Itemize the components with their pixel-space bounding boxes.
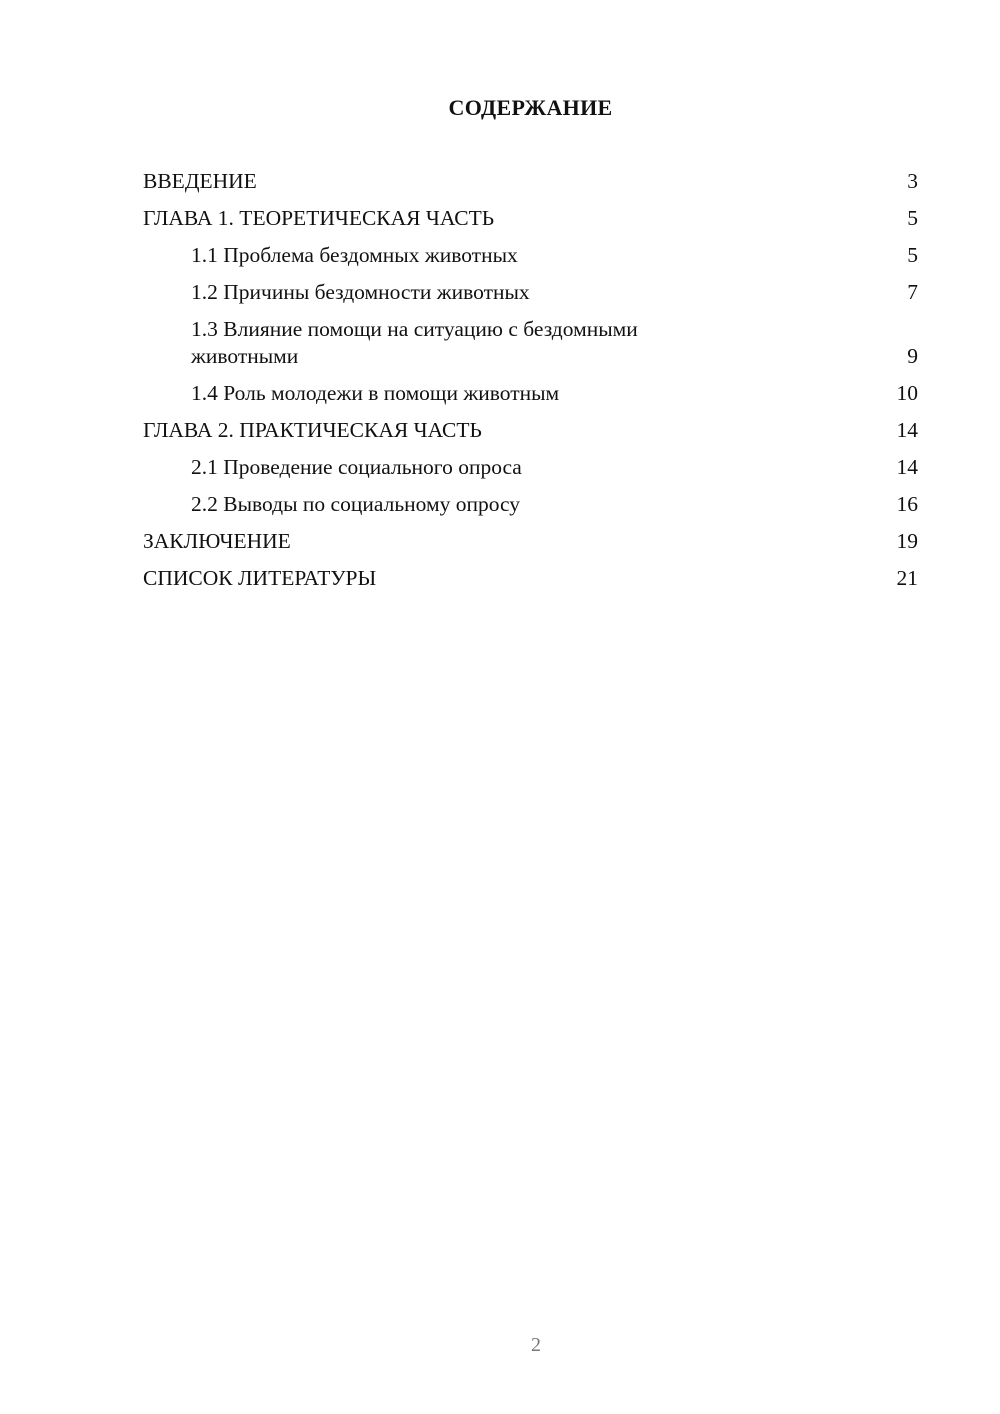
toc-entry-label xyxy=(143,316,878,370)
toc-entry-section-2-2[interactable] xyxy=(143,491,918,518)
toc-entry-label-line-2: животными xyxy=(191,344,299,368)
toc-entry-page: 14 xyxy=(896,418,918,442)
toc-entry-page: 21 xyxy=(896,566,918,590)
toc-entry-section-1-4[interactable] xyxy=(143,380,918,407)
toc-entry-page: 7 xyxy=(907,280,918,304)
toc-entry-page: 9 xyxy=(907,344,918,368)
toc-entry-label: ГЛАВА 1. ТЕОРЕТИЧЕСКАЯ ЧАСТЬ xyxy=(143,206,495,230)
toc-entry-label: ЗАКЛЮЧЕНИЕ xyxy=(143,529,291,553)
toc-entry-chapter-2[interactable] xyxy=(143,417,918,444)
toc-entry-label: 2.2 Выводы по социальному опросу xyxy=(191,492,521,516)
toc-entry-label: СПИСОК ЛИТЕРАТУРЫ xyxy=(143,566,377,590)
page-number: 2 xyxy=(531,1334,541,1356)
toc-entry-section-2-1[interactable] xyxy=(143,454,918,481)
toc-entry-label: ГЛАВА 2. ПРАКТИЧЕСКАЯ ЧАСТЬ xyxy=(143,418,482,442)
toc-entry-label-line-1: 1.3 Влияние помощи на ситуацию с бездомными xyxy=(191,317,638,341)
toc-title: СОДЕРЖАНИЕ xyxy=(448,95,613,120)
toc-entry-label: 1.1 Проблема бездомных животных xyxy=(191,243,518,267)
toc-entry-page: 19 xyxy=(896,529,918,553)
toc-entry-references[interactable] xyxy=(143,565,918,592)
toc-entry-label: ВВЕДЕНИЕ xyxy=(143,169,257,193)
toc-entry-page: 10 xyxy=(896,381,918,405)
toc-entry-label: 1.4 Роль молодежи в помощи животным xyxy=(191,381,560,405)
toc-entry-label: 1.2 Причины бездомности животных xyxy=(191,280,530,304)
toc-entry-page: 14 xyxy=(896,455,918,479)
toc-entry-page: 5 xyxy=(907,243,918,267)
toc-entry-page: 5 xyxy=(907,206,918,230)
toc-entry-section-1-1[interactable] xyxy=(143,242,918,269)
toc-entry-chapter-1[interactable] xyxy=(143,205,918,232)
toc-entry-page: 16 xyxy=(896,492,918,516)
toc-entry-section-1-3[interactable] xyxy=(143,316,918,370)
toc-entry-introduction[interactable] xyxy=(143,168,918,195)
table-of-contents xyxy=(143,168,918,602)
toc-entry-section-1-2[interactable] xyxy=(143,279,918,306)
toc-entry-label: 2.1 Проведение социального опроса xyxy=(191,455,522,479)
toc-entry-page: 3 xyxy=(907,169,918,193)
toc-entry-conclusion[interactable] xyxy=(143,528,918,555)
